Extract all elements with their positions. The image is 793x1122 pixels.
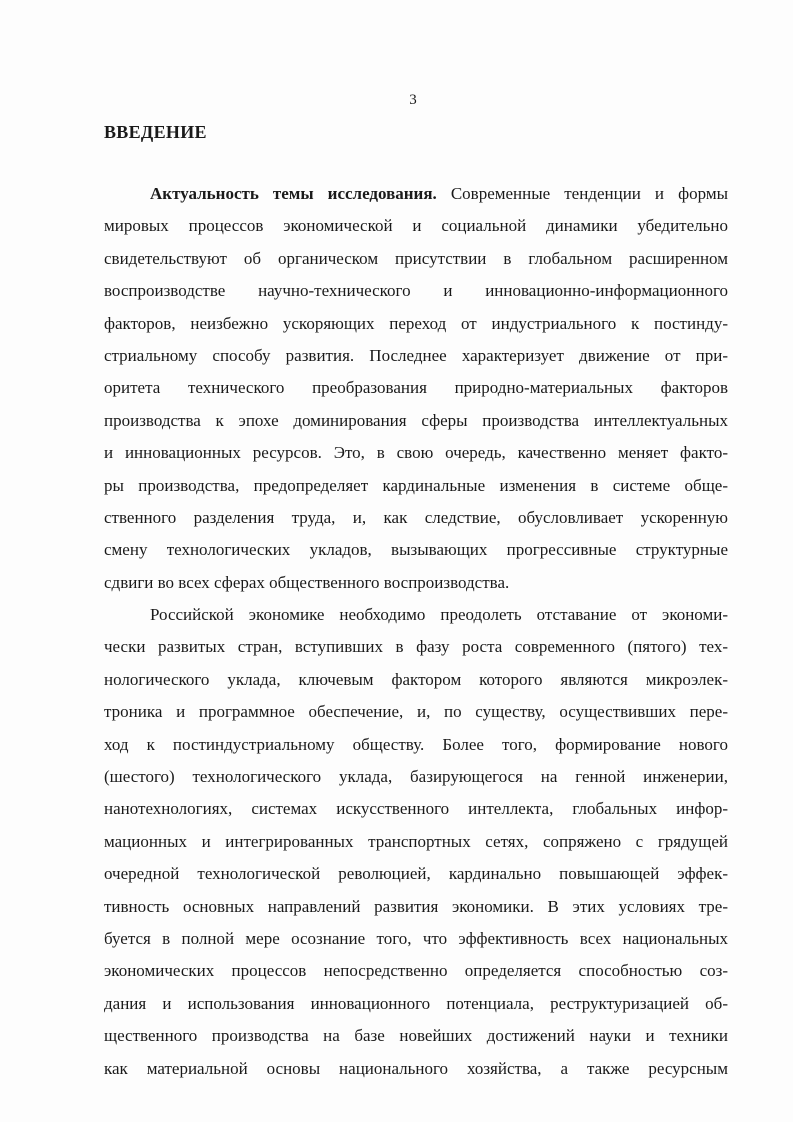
text-line: ственного разделения труда, и, как следствие, обусловливает ускоренную xyxy=(104,507,728,527)
paragraph-russian-economy xyxy=(104,599,728,1085)
text-line: стриальному способу развития. Последнее характеризует движение от при- xyxy=(104,345,728,365)
text-line: мационных и интегрированных транспортных сетях, сопряжено с грядущей xyxy=(104,831,728,851)
text-line: чески развитых стран, вступивших в фазу роста современного (пятого) тех- xyxy=(104,637,728,657)
text-line: экономических процессов непосредственно определяется способностью соз- xyxy=(104,961,728,981)
text-line: тивность основных направлений развития экономики. В этих условиях тре- xyxy=(104,896,728,916)
text-line: щественного производства на базе новейших достижений науки и техники xyxy=(104,1026,728,1046)
text-line: Российской экономике необходимо преодолеть отставание от экономи- xyxy=(150,605,728,625)
text-line: буется в полной мере осознание того, что эффективность всех национальных xyxy=(104,928,728,948)
section-heading: ВВЕДЕНИЕ xyxy=(104,122,207,142)
page-number: 3 xyxy=(409,92,417,108)
text-line: как материальной основы национального хозяйства, а также ресурсным xyxy=(104,1058,728,1078)
text-line: производства к эпохе доминирования сферы производства интеллектуальных xyxy=(104,410,728,430)
text-line: смену технологических укладов, вызывающих прогрессивные структурные xyxy=(104,540,728,560)
text-line: очередной технологической революцией, кардинально повышающей эффек- xyxy=(104,864,728,884)
text-line: троника и программное обеспечение, и, по существу, осуществивших пере- xyxy=(104,702,728,722)
text-line: ры производства, предопределяет кардинальные изменения в системе обще- xyxy=(104,475,728,495)
text-line: факторов, неизбежно ускоряющих переход от индустриального к постинду- xyxy=(104,313,728,333)
text-line: и инновационных ресурсов. Это, в свою очередь, качественно меняет факто- xyxy=(104,443,728,463)
text-line: нанотехнологиях, системах искусственного интеллекта, глобальных инфор- xyxy=(104,799,728,819)
text-line: ход к постиндустриальному обществу. Более того, формирование нового xyxy=(104,734,728,754)
text-line: (шестого) технологического уклада, базирующегося на генной инженерии, xyxy=(104,767,728,787)
text-line: воспроизводстве научно-технического и инновационно-информационного xyxy=(104,281,728,301)
text-line: свидетельствуют об органическом присутствии в глобальном расширенном xyxy=(104,248,728,268)
document-body xyxy=(104,178,728,1085)
text-line: оритета технического преобразования природно-материальных факторов xyxy=(104,378,728,398)
text-line-rest: Современные тенденции и формы xyxy=(436,184,729,203)
text-line: нологического уклада, ключевым фактором которого являются микроэлек- xyxy=(104,669,728,689)
paragraph-relevance xyxy=(104,178,728,599)
text-line: сдвиги во всех сферах общественного воспроизводства. xyxy=(104,572,510,592)
paragraph-lead: Актуальность темы исследования. xyxy=(150,184,437,203)
text-line xyxy=(104,178,728,210)
text-line: дания и использования инновационного потенциала, реструктуризацией об- xyxy=(104,993,728,1013)
text-line: мировых процессов экономической и социальной динамики убедительно xyxy=(104,216,728,236)
